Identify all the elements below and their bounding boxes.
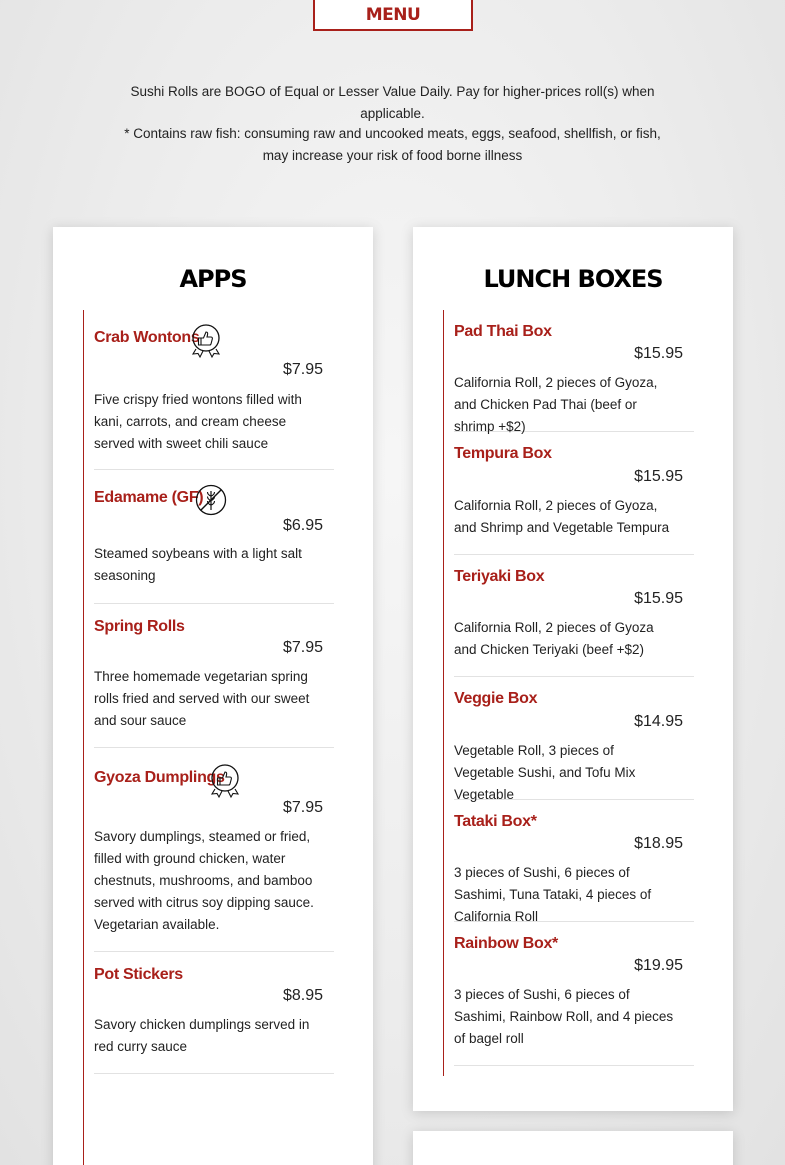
item-price: $19.95 bbox=[634, 957, 683, 974]
apps-title: APPS bbox=[179, 265, 247, 293]
item-price: $15.95 bbox=[634, 590, 683, 607]
item-name: Teriyaki Box bbox=[454, 568, 545, 585]
item-price: $15.95 bbox=[634, 345, 683, 362]
item-price: $7.95 bbox=[282, 361, 323, 378]
menu-item-rainbow-box bbox=[454, 922, 694, 1066]
thumbs-up-award-icon bbox=[209, 763, 241, 799]
bogo-notice: Sushi Rolls are BOGO of Equal or Lesser Value Daily. Pay for higher-prices roll(s) when applicable. bbox=[130, 84, 655, 121]
menu-item-pot-stickers bbox=[94, 952, 334, 1074]
menu-item-crab-wontons bbox=[94, 323, 334, 470]
menu-button[interactable]: MENU bbox=[313, 0, 473, 31]
raw-fish-notice: * Contains raw fish: consuming raw and uncooked meats, eggs, seafood, shellfish, or fish, may increase your risk of food borne illness bbox=[124, 126, 661, 163]
item-description: Savory chicken dumplings served in red curry sauce bbox=[94, 1017, 310, 1054]
item-name: Veggie Box bbox=[454, 690, 538, 707]
item-description: California Roll, 2 pieces of Gyoza, and Shrimp and Vegetable Tempura bbox=[454, 498, 670, 535]
item-price: $7.95 bbox=[282, 799, 323, 816]
item-description: California Roll, 2 pieces of Gyoza, and Chicken Pad Thai (beef or shrimp +$2) bbox=[454, 375, 658, 434]
item-name: Tataki Box* bbox=[454, 813, 537, 830]
next-menu-card bbox=[413, 1131, 733, 1165]
apps-divider bbox=[83, 310, 84, 1165]
item-name: Crab Wontons bbox=[94, 329, 200, 346]
item-description: Three homemade vegetarian spring rolls fried and served with our sweet and sour sauce bbox=[94, 669, 310, 728]
item-description: Vegetable Roll, 3 pieces of Vegetable Sushi, and Tofu Mix Vegetable bbox=[454, 743, 636, 802]
menu-item-teriyaki-box bbox=[454, 555, 694, 677]
menu-item-pad-thai-box bbox=[454, 310, 694, 432]
menu-item-tataki-box bbox=[454, 800, 694, 922]
item-description: Five crispy fried wontons filled with kani, carrots, and cream cheese served with sweet chili sauce bbox=[94, 392, 302, 451]
item-description: 3 pieces of Sushi, 6 pieces of Sashimi, Tuna Tataki, 4 pieces of California Roll bbox=[454, 865, 652, 924]
item-name: Gyoza Dumplings bbox=[94, 769, 225, 786]
thumbs-up-award-icon bbox=[190, 323, 222, 359]
apps-card bbox=[53, 227, 373, 1165]
menu-item-spring-rolls bbox=[94, 604, 334, 748]
lunch-boxes-card bbox=[413, 227, 733, 1111]
item-description: Savory dumplings, steamed or fried, filled with ground chicken, water chestnuts, mushrooms, and bamboo served with citrus soy dipping sauce. Vegetarian available. bbox=[94, 829, 314, 932]
menu-item-tempura-box bbox=[454, 432, 694, 555]
item-price: $7.95 bbox=[282, 639, 323, 656]
item-price: $15.95 bbox=[634, 468, 683, 485]
lunch-boxes-title: LUNCH BOXES bbox=[483, 265, 663, 293]
menu-item-veggie-box bbox=[454, 677, 694, 800]
menu-item-edamame bbox=[94, 470, 334, 604]
item-price: $18.95 bbox=[634, 835, 683, 852]
item-name: Pot Stickers bbox=[94, 966, 183, 983]
item-name: Tempura Box bbox=[454, 445, 552, 462]
item-name: Pad Thai Box bbox=[454, 323, 552, 340]
item-name: Edamame (GF) bbox=[94, 489, 204, 506]
item-price: $6.95 bbox=[282, 517, 323, 534]
item-price: $14.95 bbox=[634, 713, 683, 730]
item-price: $8.95 bbox=[282, 987, 323, 1004]
item-description: 3 pieces of Sushi, 6 pieces of Sashimi, Rainbow Roll, and 4 pieces of bagel roll bbox=[454, 987, 674, 1046]
item-description: California Roll, 2 pieces of Gyoza and Chicken Teriyaki (beef +$2) bbox=[454, 620, 654, 657]
menu-item-gyoza-dumplings bbox=[94, 748, 334, 952]
item-name: Rainbow Box* bbox=[454, 935, 558, 952]
item-name: Spring Rolls bbox=[94, 618, 185, 635]
gluten-free-icon bbox=[195, 484, 227, 516]
item-description: Steamed soybeans with a light salt seasoning bbox=[94, 546, 302, 583]
lunch-divider bbox=[443, 310, 444, 1076]
